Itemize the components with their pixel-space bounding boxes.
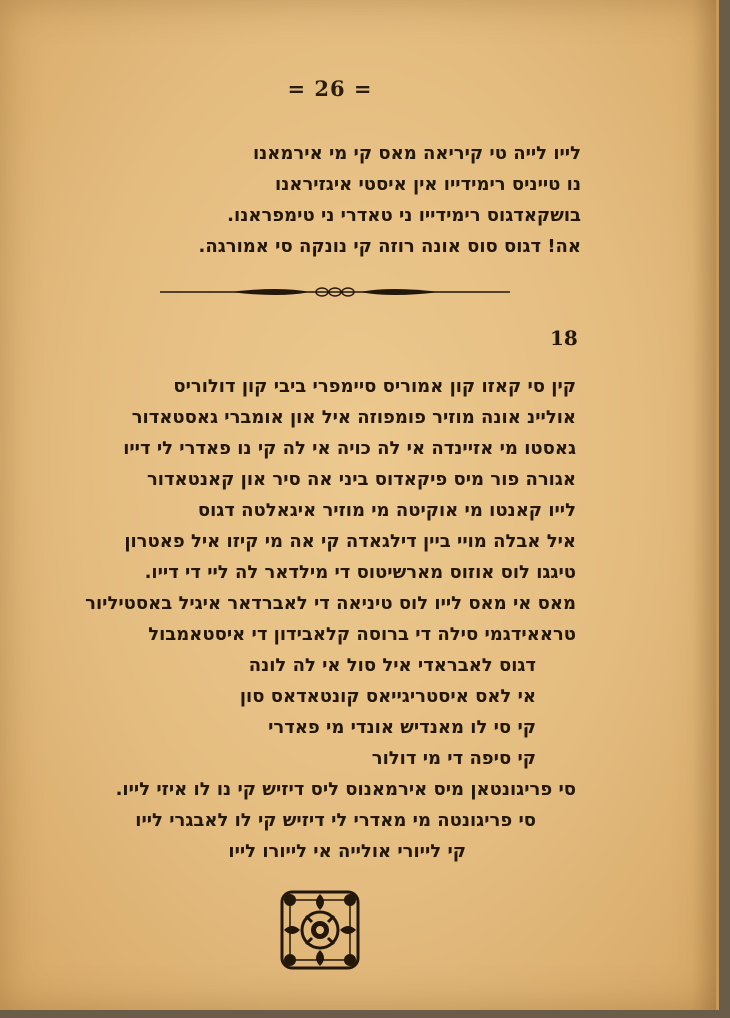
poem-line: גאסטו מי אזיינדה אי לה כויה אי לה קי נו פאדרי לי דייו xyxy=(123,438,576,459)
poem-line: קי סיפה די מי דולור xyxy=(371,748,536,769)
poem-line: לייו קאנטו מי אוקיטה מי מוזיר איגאלטה דגוס xyxy=(197,500,576,521)
poem-line: בושקאדגוס רימידייו ני טאדרי ני טימפראנו. xyxy=(227,205,581,226)
section-number: 18 xyxy=(550,326,578,350)
poem-line: אי לאס איסטריגייאס קונטאדאס סון xyxy=(239,686,536,707)
poem-line: קין סי קאזו קון אמוריס סיימפרי ביבי קון דולוריס xyxy=(173,376,576,397)
poem-stanza-2 xyxy=(16,371,576,867)
poem-line: מאס אי מאס לייו לוס טיניאה די לאברדאר איגיל באסטיליור xyxy=(85,593,576,614)
page-number: = 26 = xyxy=(287,76,373,101)
poem-line: אה! דגוס סוס אונה רוזה קי נונקה סי אמורגה. xyxy=(198,236,581,257)
poem-line: נו טייניס רימידייו אין איסטי איגזיראנו xyxy=(275,174,581,195)
poem-line: טיגגו לוס אוזוס מארשיטוס די מילדאר לה ליי די דייו. xyxy=(144,562,576,583)
poem-line: סי פריגונטה מי מאדרי לי דיזיש קי לו לאבגרי לייו xyxy=(135,810,536,831)
poem-line: טראאידגמי סילה די ברוסה קלאבידון די איסטאמבול xyxy=(148,624,576,645)
floral-ornament-icon xyxy=(278,888,362,972)
ornamental-divider xyxy=(160,282,510,302)
poem-line: לייו לייה טי קיריאה מאס קי מי אירמאנו xyxy=(252,143,581,164)
poem-stanza-1 xyxy=(41,138,581,262)
poem-line: קי לייורי אולייה אי לייורו לייו xyxy=(228,841,466,862)
poem-line: קי סי לו מאנדיש אונדי מי פאדרי xyxy=(268,717,536,738)
poem-line: אגורה פור מיס פיקאדוס ביני אה סיר און קאנטאדור xyxy=(146,469,576,490)
poem-line: איל אבלה מויי ביין דילגאדה קי אה מי קיזו איל פאטרון xyxy=(124,531,576,552)
poem-line: דגוס לאבראדי איל סול אי לה לונה xyxy=(248,655,536,676)
page-fold-shadow xyxy=(692,0,716,1010)
poem-line: סי פריגונטאן מיס אירמאנוס ליס דיזיש קי נו לו איזי לייו. xyxy=(115,779,576,800)
poem-line: אוליינ אונה מוזיר פומפוזה איל און אומברי גאסטאדור xyxy=(131,407,576,428)
